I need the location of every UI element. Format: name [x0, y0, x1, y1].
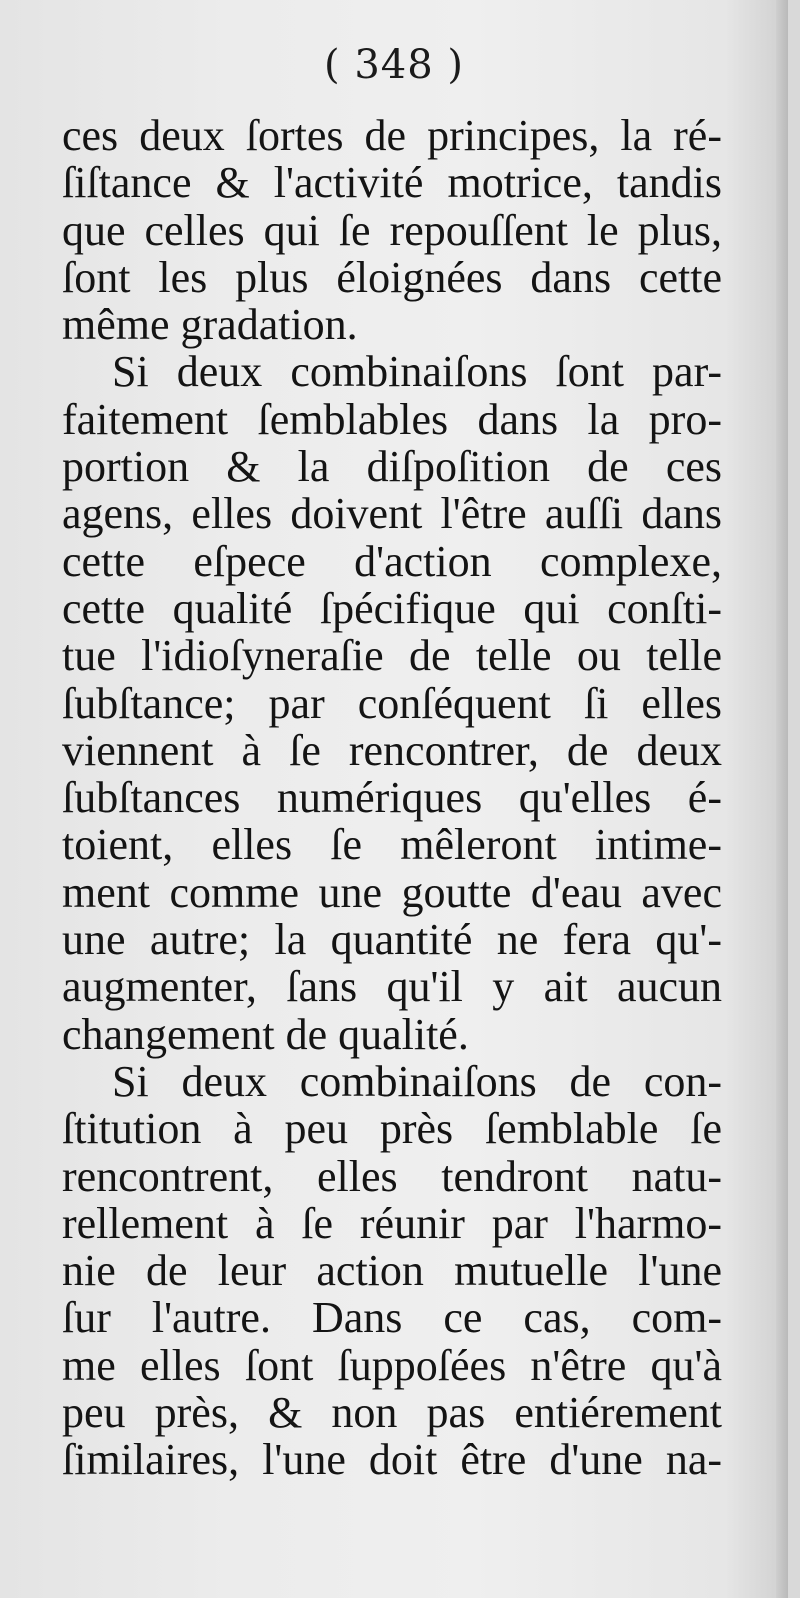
text-line: toient, elles ſe mêleront intime- — [62, 820, 722, 870]
text-line: viennent à ſe rencontrer, de deux — [62, 725, 722, 775]
text-line: nie de leur action mutuelle l'une — [62, 1246, 722, 1296]
text-line: ſont les plus éloignées dans cette — [62, 252, 722, 302]
text-line: une autre; la quantité ne fera qu'- — [62, 915, 722, 965]
text-line: portion & la diſpoſition de ces — [62, 442, 722, 492]
text-line: peu près, & non pas entiérement — [62, 1388, 722, 1438]
text-line: même gradation. — [62, 300, 358, 350]
text-line: augmenter, ſans qu'il y ait aucun — [62, 962, 722, 1012]
text-line: ſtitution à peu près ſemblable ſe — [62, 1104, 722, 1154]
text-line: me elles ſont ſuppoſées n'être qu'à — [62, 1340, 722, 1390]
text-line: ſur l'autre. Dans ce cas, com- — [62, 1293, 722, 1343]
body-text — [62, 112, 722, 1484]
paragraph-start-line: Si deux combinaiſons de con- — [112, 1056, 722, 1106]
text-line: que celles qui ſe repouſſent le plus, — [62, 205, 722, 255]
text-line: rencontrent, elles tendront natu- — [62, 1151, 722, 1201]
text-line: ſiſtance & l'activité motrice, tandis — [62, 158, 722, 208]
text-line: rellement à ſe réunir par l'harmo- — [62, 1198, 722, 1248]
text-line: ſimilaires, l'une doit être d'une na- — [62, 1435, 722, 1485]
page-number: ( 348 ) — [324, 42, 464, 88]
text-line: cette eſpece d'action complexe, — [62, 536, 722, 586]
page-edge-shadow — [776, 0, 788, 1598]
paragraph-start-line: Si deux combinaiſons ſont par- — [112, 347, 722, 397]
text-line: ſubſtances numériques qu'elles é- — [62, 773, 722, 823]
text-line: tue l'idioſyneraſie de telle ou telle — [62, 631, 722, 681]
text-line: ſubſtance; par conſéquent ſi elles — [62, 678, 722, 728]
text-line: ces deux ſortes de principes, la ré- — [62, 111, 722, 160]
text-line: faitement ſemblables dans la pro- — [62, 394, 722, 444]
text-line: agens, elles doivent l'être auſſi dans — [62, 489, 722, 539]
text-line: changement de qualité. — [62, 1009, 469, 1059]
text-line: cette qualité ſpécifique qui conſti- — [62, 583, 722, 633]
text-line: ment comme une goutte d'eau avec — [62, 867, 722, 917]
